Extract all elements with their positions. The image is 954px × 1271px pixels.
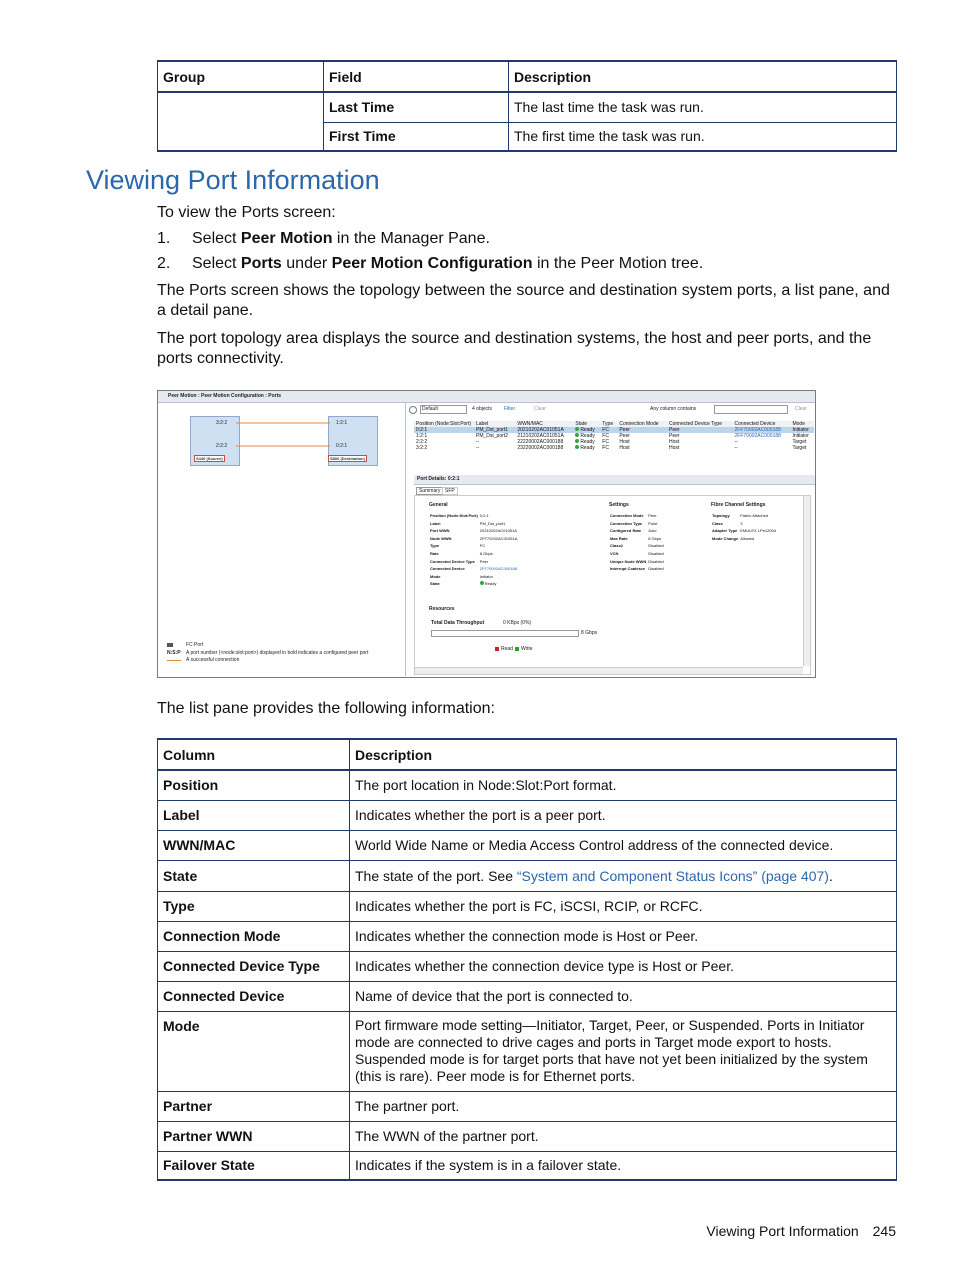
step-text: Select xyxy=(192,230,241,247)
read-legend-icon xyxy=(495,647,499,651)
fc-port-icon xyxy=(167,643,173,647)
list-pane-table xyxy=(157,738,897,1181)
key: Adapter Type xyxy=(712,528,738,534)
cell: Ready xyxy=(580,433,595,439)
cell: 21210202AC01051A xyxy=(517,433,564,439)
legend-text: A port number (<node:slot:port>) displayed in bold indicates a configured peer port xyxy=(186,650,369,656)
description-cell: Name of device that the port is connected to. xyxy=(350,981,897,1011)
general-title: General xyxy=(429,502,448,508)
description-cell: Indicates whether the port is FC, iSCSI, RCIP, or RCFC. xyxy=(350,891,897,921)
key: Label xyxy=(430,520,441,526)
key: Mode xyxy=(430,573,441,579)
step-number: 2. xyxy=(157,255,171,272)
step-text: Select xyxy=(192,255,241,272)
key: Max Rate xyxy=(610,535,628,541)
step-text: in the Peer Motion tree. xyxy=(532,255,704,272)
cell: Host xyxy=(619,439,630,445)
header-description: Description xyxy=(509,61,897,92)
key: Position (Node:Slot:Port) xyxy=(430,513,478,518)
table-row xyxy=(158,921,897,951)
search-input[interactable] xyxy=(714,405,788,414)
cell: Host xyxy=(619,445,630,451)
port-list xyxy=(414,421,814,451)
column-cell: WWN/MAC xyxy=(158,830,350,860)
cell: -- xyxy=(734,439,738,445)
cell: Ready xyxy=(580,427,595,433)
value: 20210202AC01051A xyxy=(479,528,517,534)
settings-details xyxy=(609,512,665,573)
cell: Ready xyxy=(580,445,595,451)
table-row xyxy=(158,92,897,122)
fc-settings-details xyxy=(711,512,777,542)
ready-icon xyxy=(575,427,579,431)
column-cell: Failover State xyxy=(158,1151,350,1180)
page-number: 245 xyxy=(872,1223,896,1239)
column-cell: Type xyxy=(158,891,350,921)
header-field: Field xyxy=(324,61,509,92)
table-row xyxy=(158,951,897,981)
value: 3 xyxy=(740,520,743,526)
ready-icon xyxy=(575,445,579,449)
value: Peer xyxy=(479,558,489,564)
ready-icon xyxy=(480,581,484,585)
value: FC xyxy=(479,543,486,549)
fc-settings-title: Fibre Channel Settings xyxy=(711,502,766,508)
clear-search-button[interactable]: Clear xyxy=(795,406,807,412)
state-cell xyxy=(573,445,600,451)
cell: -- xyxy=(734,445,738,451)
list-header[interactable]: Connected Device Type xyxy=(668,421,722,427)
table-row xyxy=(158,830,897,860)
ports-screenshot xyxy=(157,390,816,678)
footer-title: Viewing Port Information xyxy=(706,1223,859,1239)
value: Fabric Attached xyxy=(740,513,769,518)
list-header[interactable]: Connection Mode xyxy=(619,421,659,427)
connection-lines xyxy=(158,403,405,483)
list-pane-intro: The list pane provides the following information: xyxy=(157,700,495,717)
filter-button[interactable]: Filter xyxy=(504,406,516,412)
tab-summary[interactable]: Summary xyxy=(416,487,443,495)
ready-icon xyxy=(575,439,579,443)
description-cell: Indicates if the system is in a failover state. xyxy=(350,1151,897,1180)
paragraph-ports-screen: The Ports screen shows the topology between the source and destination system ports, a list pane, and a detail pane. xyxy=(157,282,890,319)
step-text: under xyxy=(281,255,332,272)
cell: 3:2:2 xyxy=(416,445,428,451)
legend-key: N:S:P xyxy=(167,650,181,656)
header-column: Column xyxy=(158,739,350,770)
description-cell: Indicates whether the port is a peer port. xyxy=(350,800,897,830)
description-cell: World Wide Name or Media Access Control address of the connected device. xyxy=(350,830,897,860)
key: Class2 xyxy=(610,543,623,549)
description-cell: The partner port. xyxy=(350,1091,897,1121)
cell: 0:2:1 xyxy=(416,427,428,433)
cell: Peer xyxy=(668,427,680,433)
list-header[interactable]: Type xyxy=(602,421,614,427)
value: Disabled xyxy=(648,543,664,549)
source-port[interactable]: 2:2:2 xyxy=(216,443,228,449)
destination-port[interactable]: 1:2:1 xyxy=(336,420,348,426)
table-row xyxy=(158,800,897,830)
column-cell: Mode xyxy=(158,1011,350,1091)
list-header[interactable]: WWN/MAC xyxy=(517,421,543,427)
cell: FC xyxy=(602,433,609,439)
cell: Initiator xyxy=(792,427,809,433)
value: PM_Dst_port1 xyxy=(479,520,506,526)
breadcrumb: Peer Motion : Peer Motion Configuration : Ports xyxy=(168,393,282,399)
cell: 23220002AC000188 xyxy=(517,445,564,451)
cell: -- xyxy=(476,445,480,451)
table-row xyxy=(158,1151,897,1180)
step-2 xyxy=(157,254,703,274)
step-text: in the Manager Pane. xyxy=(332,230,490,247)
key: Connection Type xyxy=(610,520,643,526)
ready-icon xyxy=(575,433,579,437)
description-cell: Indicates whether the connection device type is Host or Peer. xyxy=(350,951,897,981)
value: Disabled xyxy=(648,558,664,564)
key: VCN xyxy=(610,550,619,556)
value: Disabled xyxy=(648,566,664,572)
vertical-scrollbar[interactable] xyxy=(803,496,810,666)
detail-header xyxy=(414,475,815,485)
header-group: Group xyxy=(158,61,324,92)
intro-text: To view the Ports screen: xyxy=(157,204,336,221)
connection-legend-line xyxy=(167,660,181,661)
detail-body xyxy=(414,495,811,675)
column-cell: Partner xyxy=(158,1091,350,1121)
header-description: Description xyxy=(350,739,897,770)
step-bold: Peer Motion Configuration xyxy=(331,255,533,272)
column-cell: Connected Device Type xyxy=(158,951,350,981)
value: Auto xyxy=(648,528,657,534)
cell: FC xyxy=(602,439,609,445)
value[interactable]: 2FF70002AC000188 xyxy=(479,566,517,572)
throughput-bar xyxy=(431,630,579,637)
value: Point xyxy=(648,520,658,526)
horizontal-scrollbar[interactable] xyxy=(415,667,803,674)
value: 0:2:1 xyxy=(479,513,489,518)
table-row xyxy=(158,1011,897,1091)
step-number: 1. xyxy=(157,230,171,247)
list-and-detail-pane xyxy=(406,403,815,676)
cell: PM_Dst_port2 xyxy=(476,433,508,439)
key: Connected Device xyxy=(430,566,465,572)
key: Mode Change xyxy=(712,535,739,541)
description-text: . xyxy=(828,867,833,884)
cell: Peer xyxy=(619,433,630,439)
column-cell: State xyxy=(158,860,350,891)
description-cell: The first time the task was run. xyxy=(509,122,897,151)
value: Ready xyxy=(484,581,497,587)
cell[interactable]: 2FF70002AC000188 xyxy=(734,427,781,433)
detail-title: Port Details: 0:2:1 xyxy=(417,476,460,482)
source-system-label: S440 (Source) xyxy=(196,456,223,461)
description-cell: Indicates whether the connection mode is Host or Peer. xyxy=(350,921,897,951)
cell: 1:2:1 xyxy=(416,433,428,439)
value xyxy=(479,580,519,588)
value: Disabled xyxy=(648,550,664,556)
list-header[interactable]: Connected Device xyxy=(734,421,776,427)
list-header[interactable]: State xyxy=(575,421,587,427)
cell[interactable]: 2FF70002AC000188 xyxy=(734,433,781,439)
description-text: The state of the port. See xyxy=(355,867,517,884)
cell: 2:2:2 xyxy=(416,439,428,445)
field-table xyxy=(157,60,897,152)
cell: Peer xyxy=(668,433,680,439)
key: Topology xyxy=(712,513,730,518)
write-legend-icon xyxy=(515,647,519,651)
table-row xyxy=(158,1121,897,1151)
column-cell: Label xyxy=(158,800,350,830)
cell: Host xyxy=(668,445,680,451)
source-port[interactable]: 3:2:2 xyxy=(216,420,228,426)
gear-icon[interactable] xyxy=(409,406,417,414)
list-header[interactable]: Position (Node:Slot:Port) xyxy=(416,421,472,427)
field-cell: Last Time xyxy=(324,92,509,122)
description-cell: The last time the task was run. xyxy=(509,92,897,122)
tab-sfp[interactable]: SFP xyxy=(442,487,458,495)
key: Type xyxy=(430,543,440,549)
objects-count: 4 objects xyxy=(472,406,493,412)
settings-title: Settings xyxy=(609,502,629,508)
clear-button[interactable]: Clear xyxy=(534,406,546,412)
resources-title: Resources xyxy=(429,606,455,612)
cell: Ready xyxy=(580,439,595,445)
list-header[interactable]: Label xyxy=(476,421,489,427)
cell: Target xyxy=(792,439,807,445)
cell: FC xyxy=(602,427,609,433)
value: 8 Gbps xyxy=(648,535,662,541)
screenshot-titlebar xyxy=(158,391,815,403)
key: Class xyxy=(712,520,723,526)
description-cell: The WWN of the partner port. xyxy=(350,1121,897,1151)
value: Allowed xyxy=(740,535,755,541)
legend-text: A successful connection xyxy=(186,657,240,663)
status-icons-link[interactable]: “System and Component Status Icons” (page 407) xyxy=(516,867,829,884)
table-row xyxy=(158,770,897,800)
key: Configured Rate xyxy=(610,528,642,534)
table-row xyxy=(158,860,897,891)
key: Node WWN xyxy=(430,535,452,541)
column-cell: Position xyxy=(158,770,350,800)
description-cell xyxy=(350,860,897,891)
table-row xyxy=(158,891,897,921)
throughput-value: 0 KBps (0%) xyxy=(503,620,532,626)
general-details xyxy=(429,512,518,588)
cell: PM_Dst_port1 xyxy=(476,427,508,433)
paragraph-topology: The port topology area displays the source and destination systems, the host and peer ports, and the ports connectivity. xyxy=(157,330,872,367)
column-cell: Connected Device xyxy=(158,981,350,1011)
value: 2FF70202AC01051A xyxy=(479,535,518,541)
read-label: Read xyxy=(501,646,513,652)
page-footer xyxy=(706,1223,896,1239)
throughput-label: Total Data Throughput xyxy=(431,620,485,626)
cell: Initiator xyxy=(792,433,809,439)
value: 8 Gbps xyxy=(479,550,493,556)
cell: 22220002AC000188 xyxy=(517,439,564,445)
cell: FC xyxy=(602,445,609,451)
list-row[interactable] xyxy=(414,445,814,451)
step-bold: Peer Motion xyxy=(240,230,333,247)
topology-pane xyxy=(158,403,406,676)
column-cell: Partner WWN xyxy=(158,1121,350,1151)
value: Peer xyxy=(648,513,657,518)
field-cell: First Time xyxy=(324,122,509,151)
key: Rate xyxy=(430,550,439,556)
description-cell: The port location in Node:Slot:Port format. xyxy=(350,770,897,800)
key: Connected Device Type xyxy=(430,558,475,564)
key: Port WWN xyxy=(430,528,450,534)
step-bold: Ports xyxy=(240,255,282,272)
key: Connection Mode xyxy=(610,513,644,518)
group-cell xyxy=(158,92,324,151)
section-title: Viewing Port Information xyxy=(86,165,380,195)
cell: 20210202AC01051A xyxy=(517,427,564,433)
key: Unique Node WWN xyxy=(610,558,647,564)
step-1 xyxy=(157,229,490,249)
table-row xyxy=(158,1091,897,1121)
legend-text: FC Port xyxy=(186,642,204,648)
column-cell: Connection Mode xyxy=(158,921,350,951)
destination-port[interactable]: 0:2:1 xyxy=(336,443,348,449)
description-cell: Port firmware mode setting—Initiator, Target, Peer, or Suspended. Ports in Initiator mode are connected to drive cages and ports in Target mode export to hosts. Suspended mode is for target ports that have not yet been initialized by the system (this is rare). Peer mode is for Ethernet ports. xyxy=(350,1011,897,1091)
throughput-max: 8 Gbps xyxy=(581,630,598,636)
cell: Host xyxy=(668,439,680,445)
destination-system-label: S800 (Destination) xyxy=(330,456,365,461)
key: State xyxy=(430,581,440,587)
list-toolbar xyxy=(406,405,815,415)
cell: Target xyxy=(792,445,807,451)
key: Interrupt Coalesce xyxy=(610,566,646,572)
table-row xyxy=(158,981,897,1011)
list-header[interactable]: Mode xyxy=(792,421,805,427)
cell: Peer xyxy=(619,427,630,433)
cell: -- xyxy=(476,439,480,445)
value: Initiator xyxy=(479,573,493,579)
filter-select[interactable]: Default xyxy=(420,405,467,414)
write-label: Write xyxy=(521,646,533,652)
any-column-select[interactable]: Any column contains xyxy=(650,406,697,412)
value: EMULEX LPe12004 xyxy=(740,528,777,534)
